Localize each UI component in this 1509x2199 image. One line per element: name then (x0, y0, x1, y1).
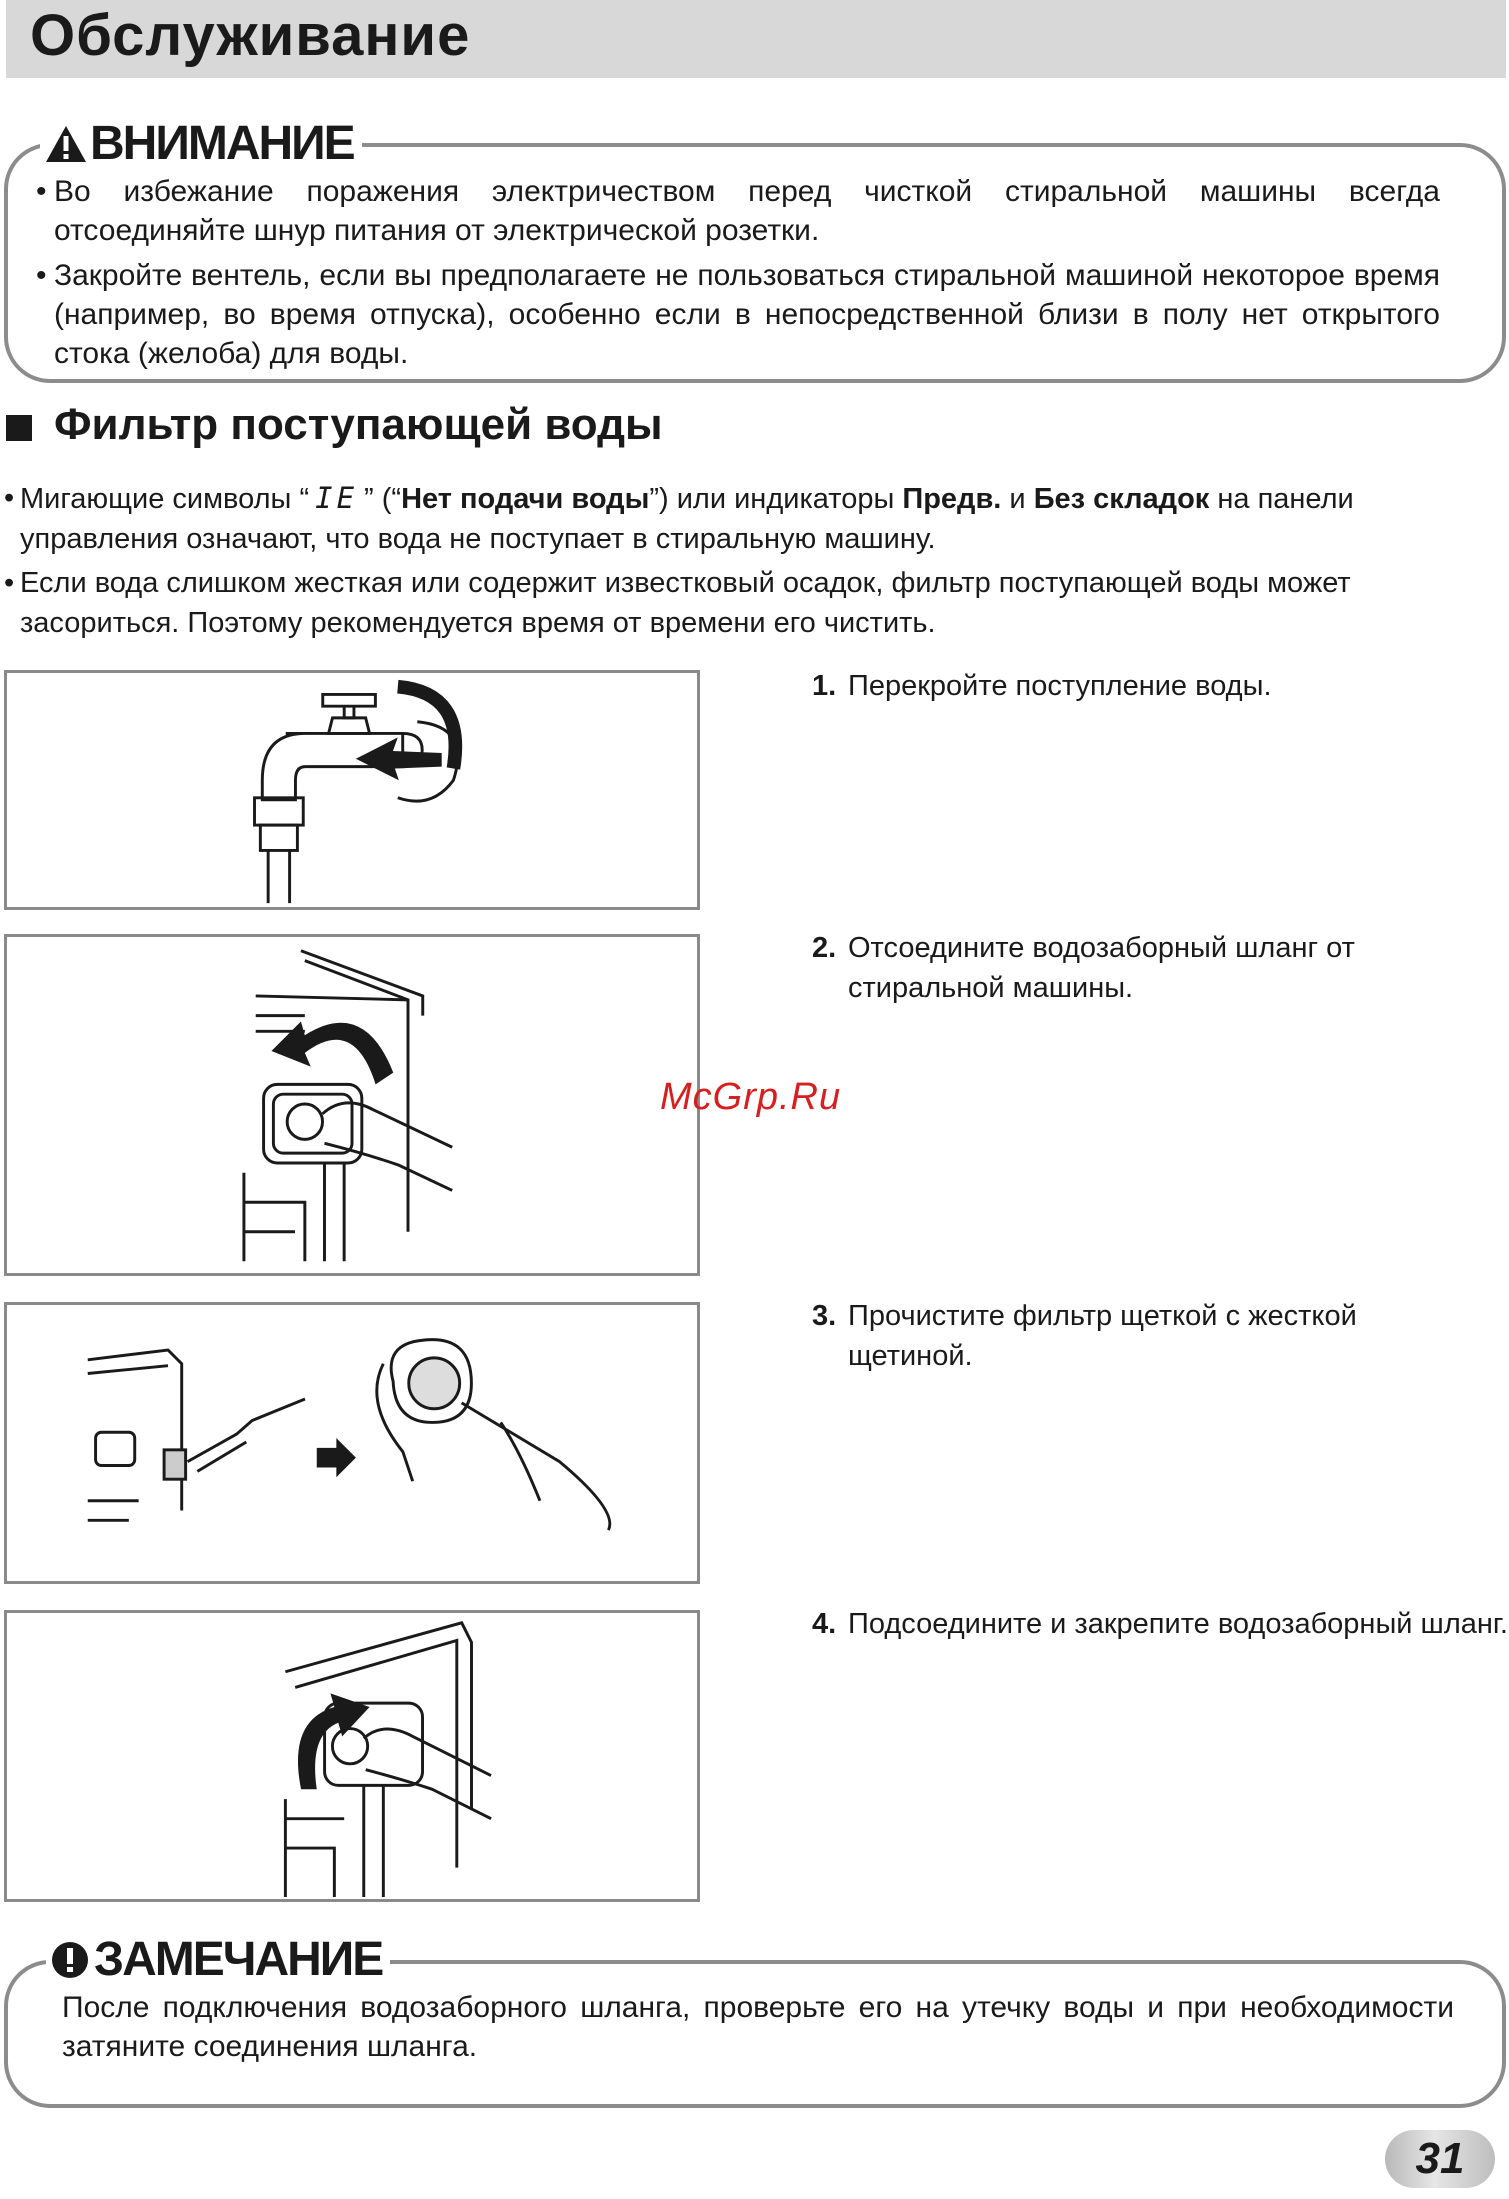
step-number: 2. (812, 932, 837, 964)
illustration-close-tap (4, 670, 700, 910)
section-title: Фильтр поступающей воды (54, 400, 663, 449)
warning-heading (40, 116, 362, 171)
page-title: Обслуживание (30, 3, 471, 68)
disconnect-hose-illustration (7, 937, 697, 1273)
step-text: Перекройте поступление воды. (848, 670, 1272, 702)
connect-hose-illustration (7, 1613, 697, 1899)
section-bullet: • Мигающие символы “ IE ” (“Нет подачи воды”) или индикаторы Предв. и Без складок на панели управления означают, что вода не поступает в стиральную машину. (4, 481, 1354, 555)
page-number: 31 (1415, 2134, 1465, 2183)
warning-title: ВНИМАНИЕ (90, 117, 354, 170)
step-text: Подсоедините и закрепите водозаборный шланг. (848, 1608, 1508, 1640)
error-code-symbol: IE (315, 481, 359, 515)
warning-item-text: Закройте вентель, если вы предполагаете не пользоваться стиральной машиной некоторое время (например, во время отпуска), особенно если в непосредственной близи в полу нет открытого стока (желоба) для воды. (54, 259, 1440, 370)
step-number: 3. (812, 1300, 837, 1332)
section-square-icon (6, 415, 32, 441)
section-bullet: • Если вода слишком жесткая или содержит известковый осадок, фильтр поступающей воды может засориться. Поэтому рекомендуется время от времени его чистить. (4, 567, 1351, 639)
step-number: 4. (812, 1608, 837, 1640)
warning-item: • Во избежание поражения электричеством перед чисткой стиральной машины всегда отсоединяйте шнур питания от электрической розетки. (36, 172, 1440, 250)
watermark: McGrp.Ru (660, 1076, 842, 1118)
clean-filter-illustration (7, 1305, 697, 1581)
section-heading (6, 400, 663, 450)
note-title: ЗАМЕЧАНИЕ (94, 1933, 383, 1986)
faucet-illustration (7, 673, 697, 907)
warning-icon (44, 124, 88, 164)
step-text: Прочистите фильтр щеткой с жесткой щетиной. (848, 1300, 1357, 1372)
illustration-clean-filter (4, 1302, 700, 1584)
page-number-badge (1385, 2130, 1495, 2188)
exclamation-circle-icon (50, 1940, 90, 1980)
note-heading (46, 1932, 390, 1987)
illustration-disconnect-hose (4, 934, 700, 1276)
warning-item-text: Во избежание поражения электричеством перед чисткой стиральной машины всегда отсоединяйте шнур питания от электрической розетки. (54, 175, 1440, 247)
step-number: 1. (812, 670, 837, 702)
warning-item: • Закройте вентель, если вы предполагаете не пользоваться стиральной машиной некоторое время (например, во время отпуска), особенно если в непосредственной близи в полу нет открытого стока (желоба) для воды. (36, 256, 1440, 373)
step-text: Отсоедините водозаборный шланг от стиральной машины. (848, 932, 1355, 1004)
note-text: После подключения водозаборного шланга, проверьте его на утечку воды и при необходимости затяните соединения шланга. (62, 1991, 1454, 2063)
illustration-connect-hose (4, 1610, 700, 1902)
